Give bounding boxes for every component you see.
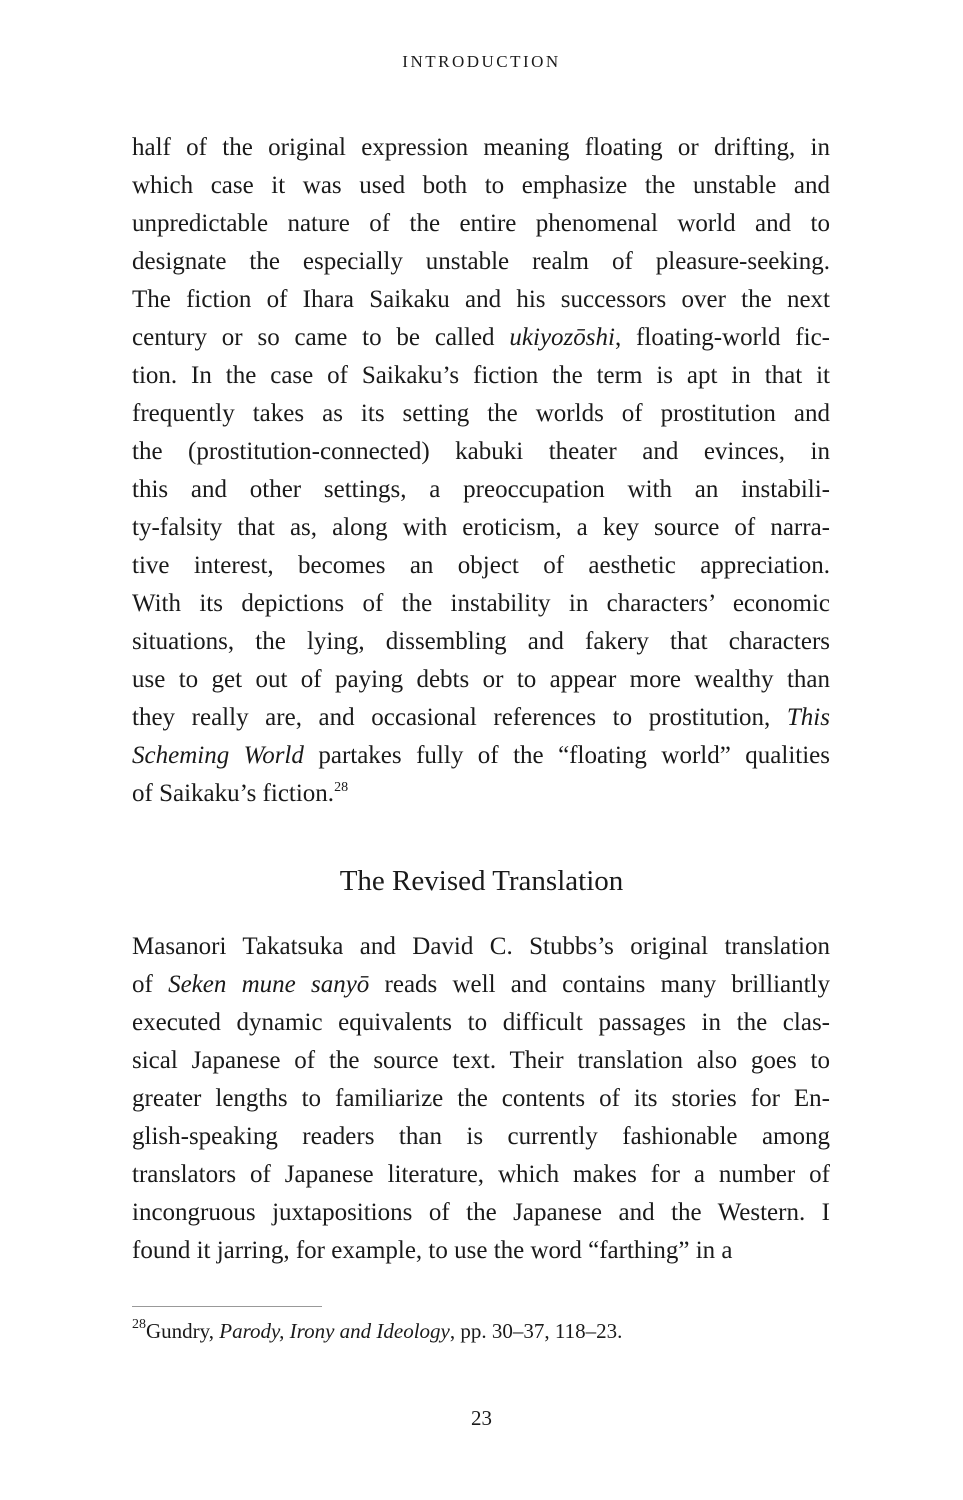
footnote-divider <box>132 1306 322 1307</box>
text-segment: situations, the lying, dissembling and fakery that characters <box>132 628 830 655</box>
text-segment: of <box>132 971 169 998</box>
text-line <box>132 471 830 509</box>
text-line <box>132 509 830 547</box>
text-segment: this and other settings, a preoccupation with an instabili- <box>132 476 830 503</box>
text-segment: half of the original expression meaning floating or drifting, in <box>132 134 830 161</box>
text-line <box>132 1156 830 1194</box>
text-segment: use to get out of paying debts or to appear more wealthy than <box>132 666 830 693</box>
text-segment: found it jarring, for example, to use the word “farthing” in a <box>132 1237 733 1264</box>
text-line <box>132 623 830 661</box>
text-segment: translators of Japanese literature, which makes for a number of <box>132 1161 830 1188</box>
text-line <box>132 1042 830 1080</box>
page-number: 23 <box>471 1406 492 1430</box>
footnote-number: 28 <box>132 1317 146 1332</box>
text-segment: of Saikaku’s fiction. <box>132 780 335 807</box>
text-line <box>132 357 830 395</box>
footnote-pages: , pp. 30–37, 118–23. <box>449 1319 623 1343</box>
text-line <box>132 737 830 775</box>
text-segment: reads well and contains many brilliantly <box>369 971 831 998</box>
running-head: INTRODUCTION <box>402 52 561 71</box>
footnote-author: Gundry, <box>146 1319 220 1343</box>
paragraph-1 <box>132 129 830 813</box>
text-segment: glish-speaking readers than is currently fashionable among <box>132 1123 830 1150</box>
italic-title: This <box>786 704 830 731</box>
text-segment: which case it was used both to emphasize the unstable and <box>132 172 830 199</box>
text-line <box>132 1004 830 1042</box>
text-line <box>132 1194 830 1232</box>
text-line <box>132 129 830 167</box>
text-segment: , floating-world fic- <box>614 324 830 351</box>
text-line <box>132 661 830 699</box>
text-line <box>132 1232 830 1270</box>
text-segment: century or so came to be called <box>132 324 510 351</box>
text-line <box>132 167 830 205</box>
text-line <box>132 395 830 433</box>
text-line <box>132 1118 830 1156</box>
italic-title: Seken mune sanyō <box>168 971 370 998</box>
text-segment: they really are, and occasional references to prostitution, <box>132 704 787 731</box>
text-segment: sical Japanese of the source text. Their translation also goes to <box>132 1047 830 1074</box>
text-segment: ty-falsity that as, along with eroticism, a key source of narra- <box>132 514 830 541</box>
text-line <box>132 699 830 737</box>
text-line <box>132 433 830 471</box>
footnote-title: Parody, Irony and Ideology <box>219 1319 450 1343</box>
text-segment: incongruous juxtapositions of the Japanese and the Western. I <box>132 1199 830 1226</box>
italic-title: ukiyozōshi <box>509 324 615 351</box>
text-segment: designate the especially unstable realm of pleasure-seeking. <box>132 248 830 275</box>
text-segment: The fiction of Ihara Saikaku and his successors over the next <box>132 286 830 313</box>
text-line <box>132 775 830 813</box>
text-segment: unpredictable nature of the entire phenomenal world and to <box>132 210 830 237</box>
text-segment: Masanori Takatsuka and David C. Stubbs’s original translation <box>132 933 830 960</box>
text-line <box>132 319 830 357</box>
text-segment: tive interest, becomes an object of aesthetic appreciation. <box>132 552 830 579</box>
text-line <box>132 547 830 585</box>
text-segment: the (prostitution-connected) kabuki theater and evinces, in <box>132 438 830 465</box>
footnote-reference[interactable]: 28 <box>334 780 349 795</box>
text-line <box>132 928 830 966</box>
text-segment: With its depictions of the instability in characters’ economic <box>132 590 830 617</box>
italic-title: Scheming World <box>132 742 304 769</box>
text-line <box>132 585 830 623</box>
paragraph-2 <box>132 928 830 1270</box>
text-line <box>132 281 830 319</box>
text-segment: frequently takes as its setting the worlds of prostitution and <box>132 400 830 427</box>
text-line <box>132 966 830 1004</box>
text-segment: tion. In the case of Saikaku’s fiction the term is apt in that it <box>132 362 830 389</box>
text-segment: greater lengths to familiarize the contents of its stories for En- <box>132 1085 830 1112</box>
text-segment: partakes fully of the “floating world” qualities <box>303 742 830 769</box>
text-line <box>132 1080 830 1118</box>
text-line <box>132 243 830 281</box>
footnote-28 <box>132 1316 622 1346</box>
text-segment: executed dynamic equivalents to difficult passages in the clas- <box>132 1009 830 1036</box>
text-line <box>132 205 830 243</box>
section-heading: The Revised Translation <box>339 865 624 897</box>
